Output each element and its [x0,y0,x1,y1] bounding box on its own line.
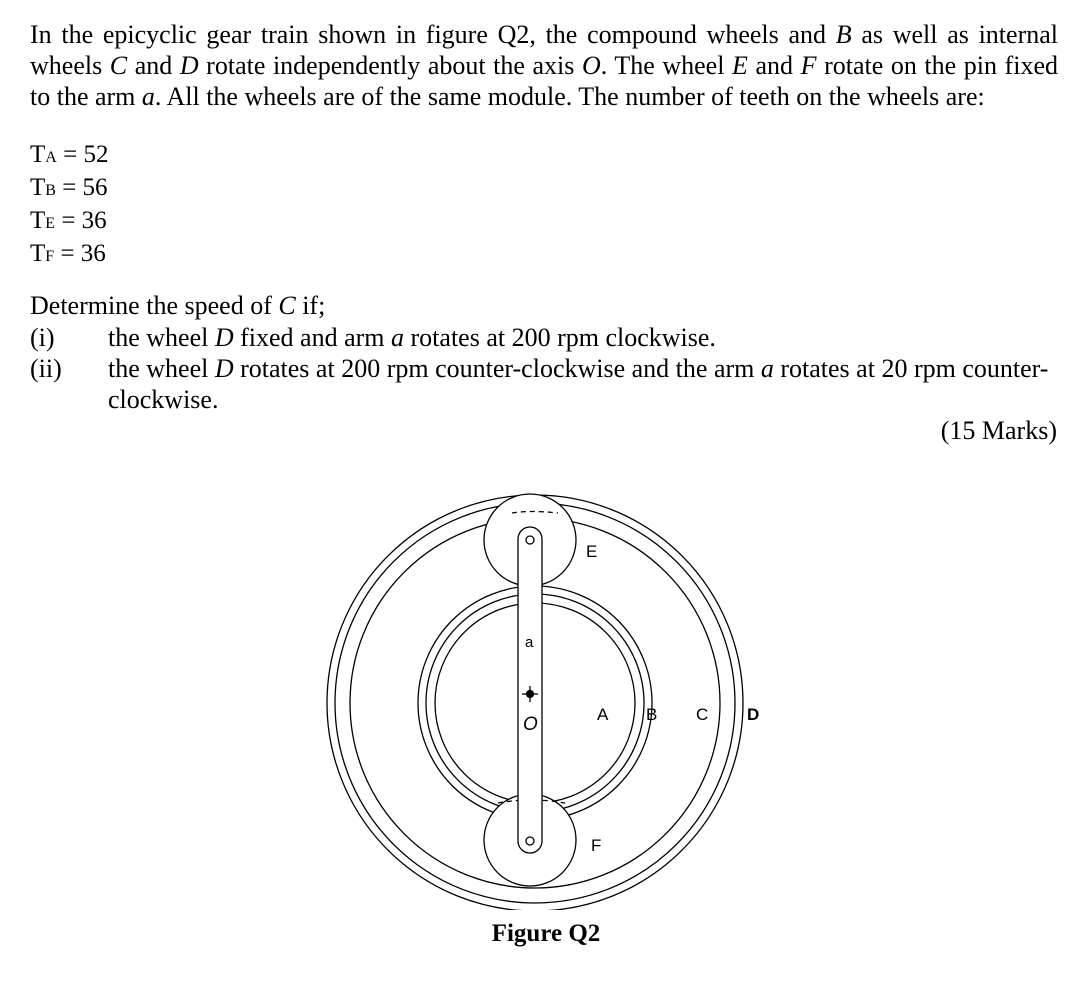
label-a-arm: a [525,634,534,651]
gear-train-diagram [320,485,770,910]
teeth-row: TF = 36 [30,240,106,267]
label-c: C [696,705,709,724]
question-part [30,353,1058,415]
teeth-row: TA = 52 [30,141,109,168]
question-part [30,322,1058,353]
part-text: the wheel D rotates at 200 rpm counter-clockwise and the arm a rotates at 20 rpm counter-clockwise. [108,354,1049,414]
teeth-row: TE = 36 [30,207,107,234]
task-statement: Determine the speed of C if; [30,291,326,320]
label-b: B [646,705,658,724]
axis-o-marker [527,691,534,698]
question-parts [30,322,1058,415]
marks: (15 Marks) [940,416,1057,445]
question-intro: In the epicyclic gear train shown in figure Q2, the compound wheels and B as well as internal wheels C and D rotate independently about the axis O. The wheel E and F rotate on the pin fixed to the arm a. All the wheels are of the same module. The number of teeth on the wheels are: [30,20,1058,111]
part-number: (i) [30,323,55,352]
figure-caption: Figure Q2 [491,920,601,947]
part-text: the wheel D fixed and arm a rotates at 200 rpm clockwise. [108,323,716,352]
label-o: O [523,714,538,735]
label-f: F [591,836,602,855]
label-e: E [586,542,598,561]
part-number: (ii) [30,354,62,383]
teeth-list [30,140,108,272]
teeth-row: TB = 56 [30,174,108,201]
label-d: D [747,705,760,724]
label-a-wheel: A [597,705,609,724]
